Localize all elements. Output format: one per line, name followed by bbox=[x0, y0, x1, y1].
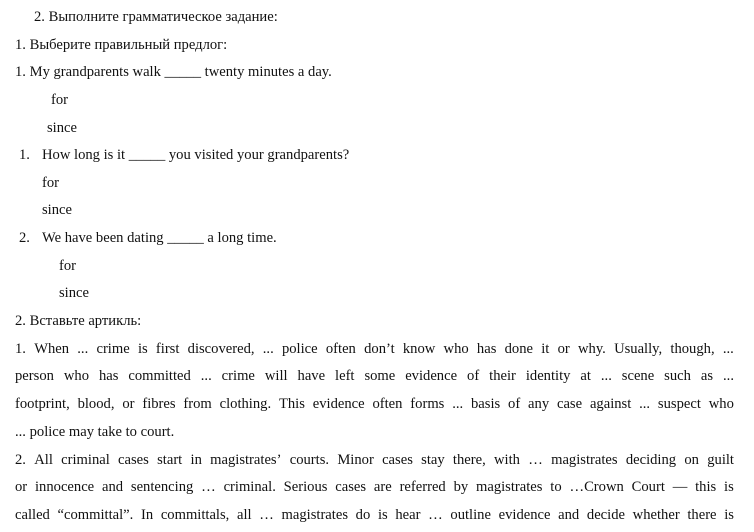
question-3-text: We have been dating _____ a long time. bbox=[42, 230, 277, 246]
question-1-option-for: for bbox=[51, 92, 69, 108]
paragraph-1-line-3: footprint, blood, or fibres from clothing. This evidence often forms ... basis of any case against ... suspect who bbox=[15, 396, 734, 412]
section2-title: 2. Вставьте артикль: bbox=[15, 313, 142, 329]
paragraph-1-line-2: person who has committed ... crime will have left some evidence of their identity at ... scene such as ... bbox=[15, 368, 734, 384]
question-1-option-since: since bbox=[47, 120, 77, 136]
task-heading: 2. Выполните грамматическое задание: bbox=[34, 9, 278, 25]
paragraph-2-line-1: 2. All criminal cases start in magistrates’ courts. Minor cases stay there, with … magistrates deciding on guilt bbox=[15, 452, 734, 468]
question-3-option-since: since bbox=[59, 285, 89, 301]
question-3-number: 2. bbox=[19, 230, 30, 246]
paragraph-1-line-4: ... police may take to court. bbox=[15, 424, 175, 440]
question-1-text: 1. My grandparents walk _____ twenty minutes a day. bbox=[15, 64, 332, 80]
question-2-number: 1. bbox=[19, 147, 30, 163]
section1-title: 1. Выберите правильный предлог: bbox=[15, 37, 228, 53]
question-3-option-for: for bbox=[59, 258, 77, 274]
question-2-text: How long is it _____ you visited your grandparents? bbox=[42, 147, 350, 163]
paragraph-1-line-1: 1. When ... crime is first discovered, ... police often don’t know who has done it or why. Usually, though, ... bbox=[15, 341, 734, 357]
paragraph-2-line-2: or innocence and sentencing … criminal. Serious cases are referred by magistrates to …Crown Court — this is bbox=[15, 479, 734, 495]
paragraph-2-line-3: called “committal”. In committals, all … magistrates do is hear … outline evidence and decide whether there is bbox=[15, 507, 734, 523]
question-2-option-for: for bbox=[42, 175, 60, 191]
question-2-option-since: since bbox=[42, 202, 72, 218]
